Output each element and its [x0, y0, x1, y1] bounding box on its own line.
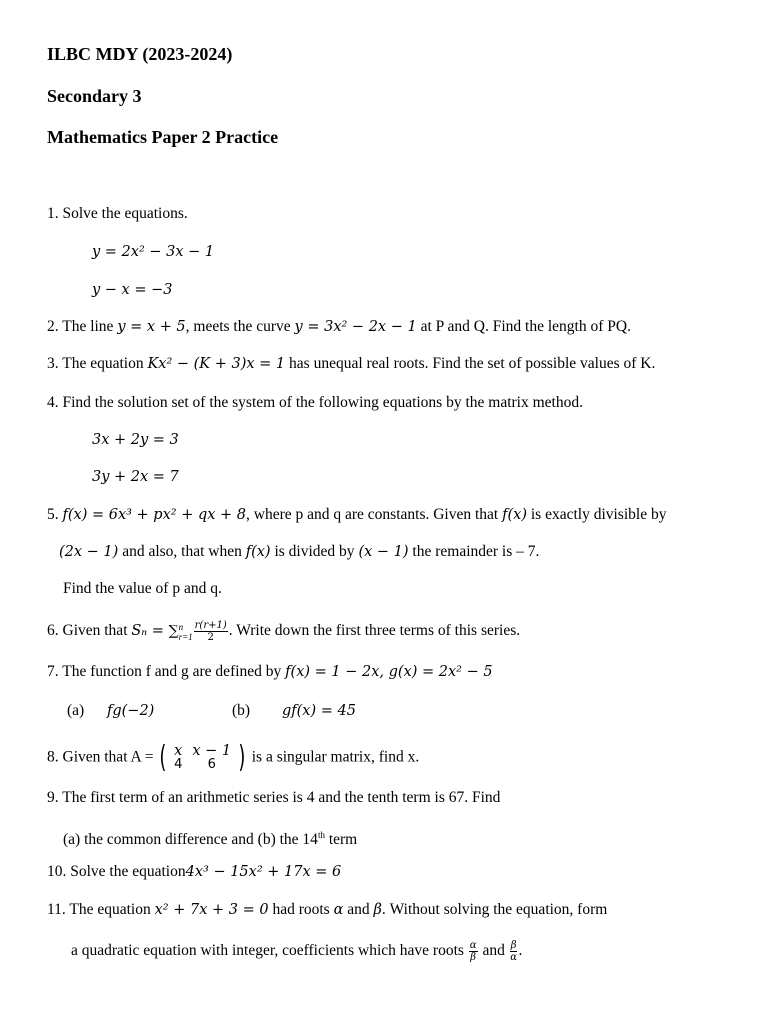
matrix-a: ( x x − 1 4 6 ) [159, 740, 246, 775]
q4-equation-1: 3x + 2y = 3 [92, 432, 179, 448]
question-8: 8. Given that A = ( x x − 1 4 6 ) is a singular matrix, find x. [47, 740, 420, 775]
q3-equation: Kx² − (K + 3)x = 1 [147, 356, 286, 372]
q7-functions: f(x) = 1 − 2x, g(x) = 2x² − 5 [285, 664, 493, 680]
q2-curve-equation: y = 3x² − 2x − 1 [294, 319, 417, 335]
grade-title: Secondary 3 [47, 86, 142, 106]
q7-part-a-expression: fg(−2) [107, 703, 155, 719]
question-10: 10. Solve the equation4x³ − 15x² + 17x = 6 [47, 863, 342, 880]
q1-equation-2: y − x = −3 [92, 282, 173, 298]
q5-function: f(x) = 6x³ + px² + qx + 8 [62, 507, 247, 523]
q6-fraction: $\frac{r(r+1)}{2}$ [194, 620, 227, 643]
question-11-line-2: a quadratic equation with integer, coefficients which have roots $\frac{\alpha}{\beta}$ and $\frac{\beta}{\alpha}$ . [71, 940, 523, 963]
question-9-line-2: (a) the common difference and (b) the 14th term [63, 830, 358, 848]
question-11: 11. The equation x² + 7x + 3 = 0 had roots α and β. Without solving the equation, form [47, 901, 608, 918]
q7-part-a-label: (a) [67, 702, 85, 719]
alpha-over-beta-fraction: $\frac{\alpha}{\beta}$ [469, 940, 477, 963]
q11-equation: x² + 7x + 3 = 0 [154, 902, 269, 918]
paper-title: Mathematics Paper 2 Practice [47, 127, 279, 147]
q10-equation: 4x³ − 15x² + 17x = 6 [185, 864, 342, 880]
q7-part-b-label: (b) [232, 702, 251, 719]
q2-line-equation: y = x + 5 [117, 319, 186, 335]
q7-part-b-expression: gf(x) = 45 [282, 703, 356, 719]
question-7: 7. The function f and g are defined by f(x) = 1 − 2x, g(x) = 2x² − 5 [47, 663, 493, 680]
q1-equation-1: y = 2x² − 3x − 1 [92, 244, 215, 260]
question-2: 2. The line y = x + 5, meets the curve y = 3x² − 2x − 1 at P and Q. Find the length of PQ. [47, 318, 631, 335]
sigma-symbol: ∑ [168, 623, 179, 640]
question-6: 6. Given that Sₙ = ∑n r=1 $\frac{r(r+1)}{2}$ . Write down the first three terms of this series. [47, 620, 521, 643]
question-4: 4. Find the solution set of the system of the following equations by the matrix method. [47, 394, 583, 411]
question-5-line-2: (2x − 1) and also, that when f(x) is divided by (x − 1) the remainder is – 7. [59, 543, 540, 560]
school-title: ILBC MDY (2023-2024) [47, 44, 233, 64]
question-5: 5. f(x) = 6x³ + px² + qx + 8, where p and q are constants. Given that f(x) is exactly divisible by [47, 506, 667, 523]
beta-over-alpha-fraction: $\frac{\beta}{\alpha}$ [510, 940, 517, 963]
q4-equation-2: 3y + 2x = 7 [92, 469, 179, 485]
question-5-line-3: Find the value of p and q. [63, 580, 222, 597]
question-9: 9. The first term of an arithmetic series is 4 and the tenth term is 67. Find [47, 789, 501, 806]
question-1: 1. Solve the equations. [47, 205, 188, 222]
question-3: 3. The equation Kx² − (K + 3)x = 1 has unequal real roots. Find the set of possible values of K. [47, 355, 656, 372]
